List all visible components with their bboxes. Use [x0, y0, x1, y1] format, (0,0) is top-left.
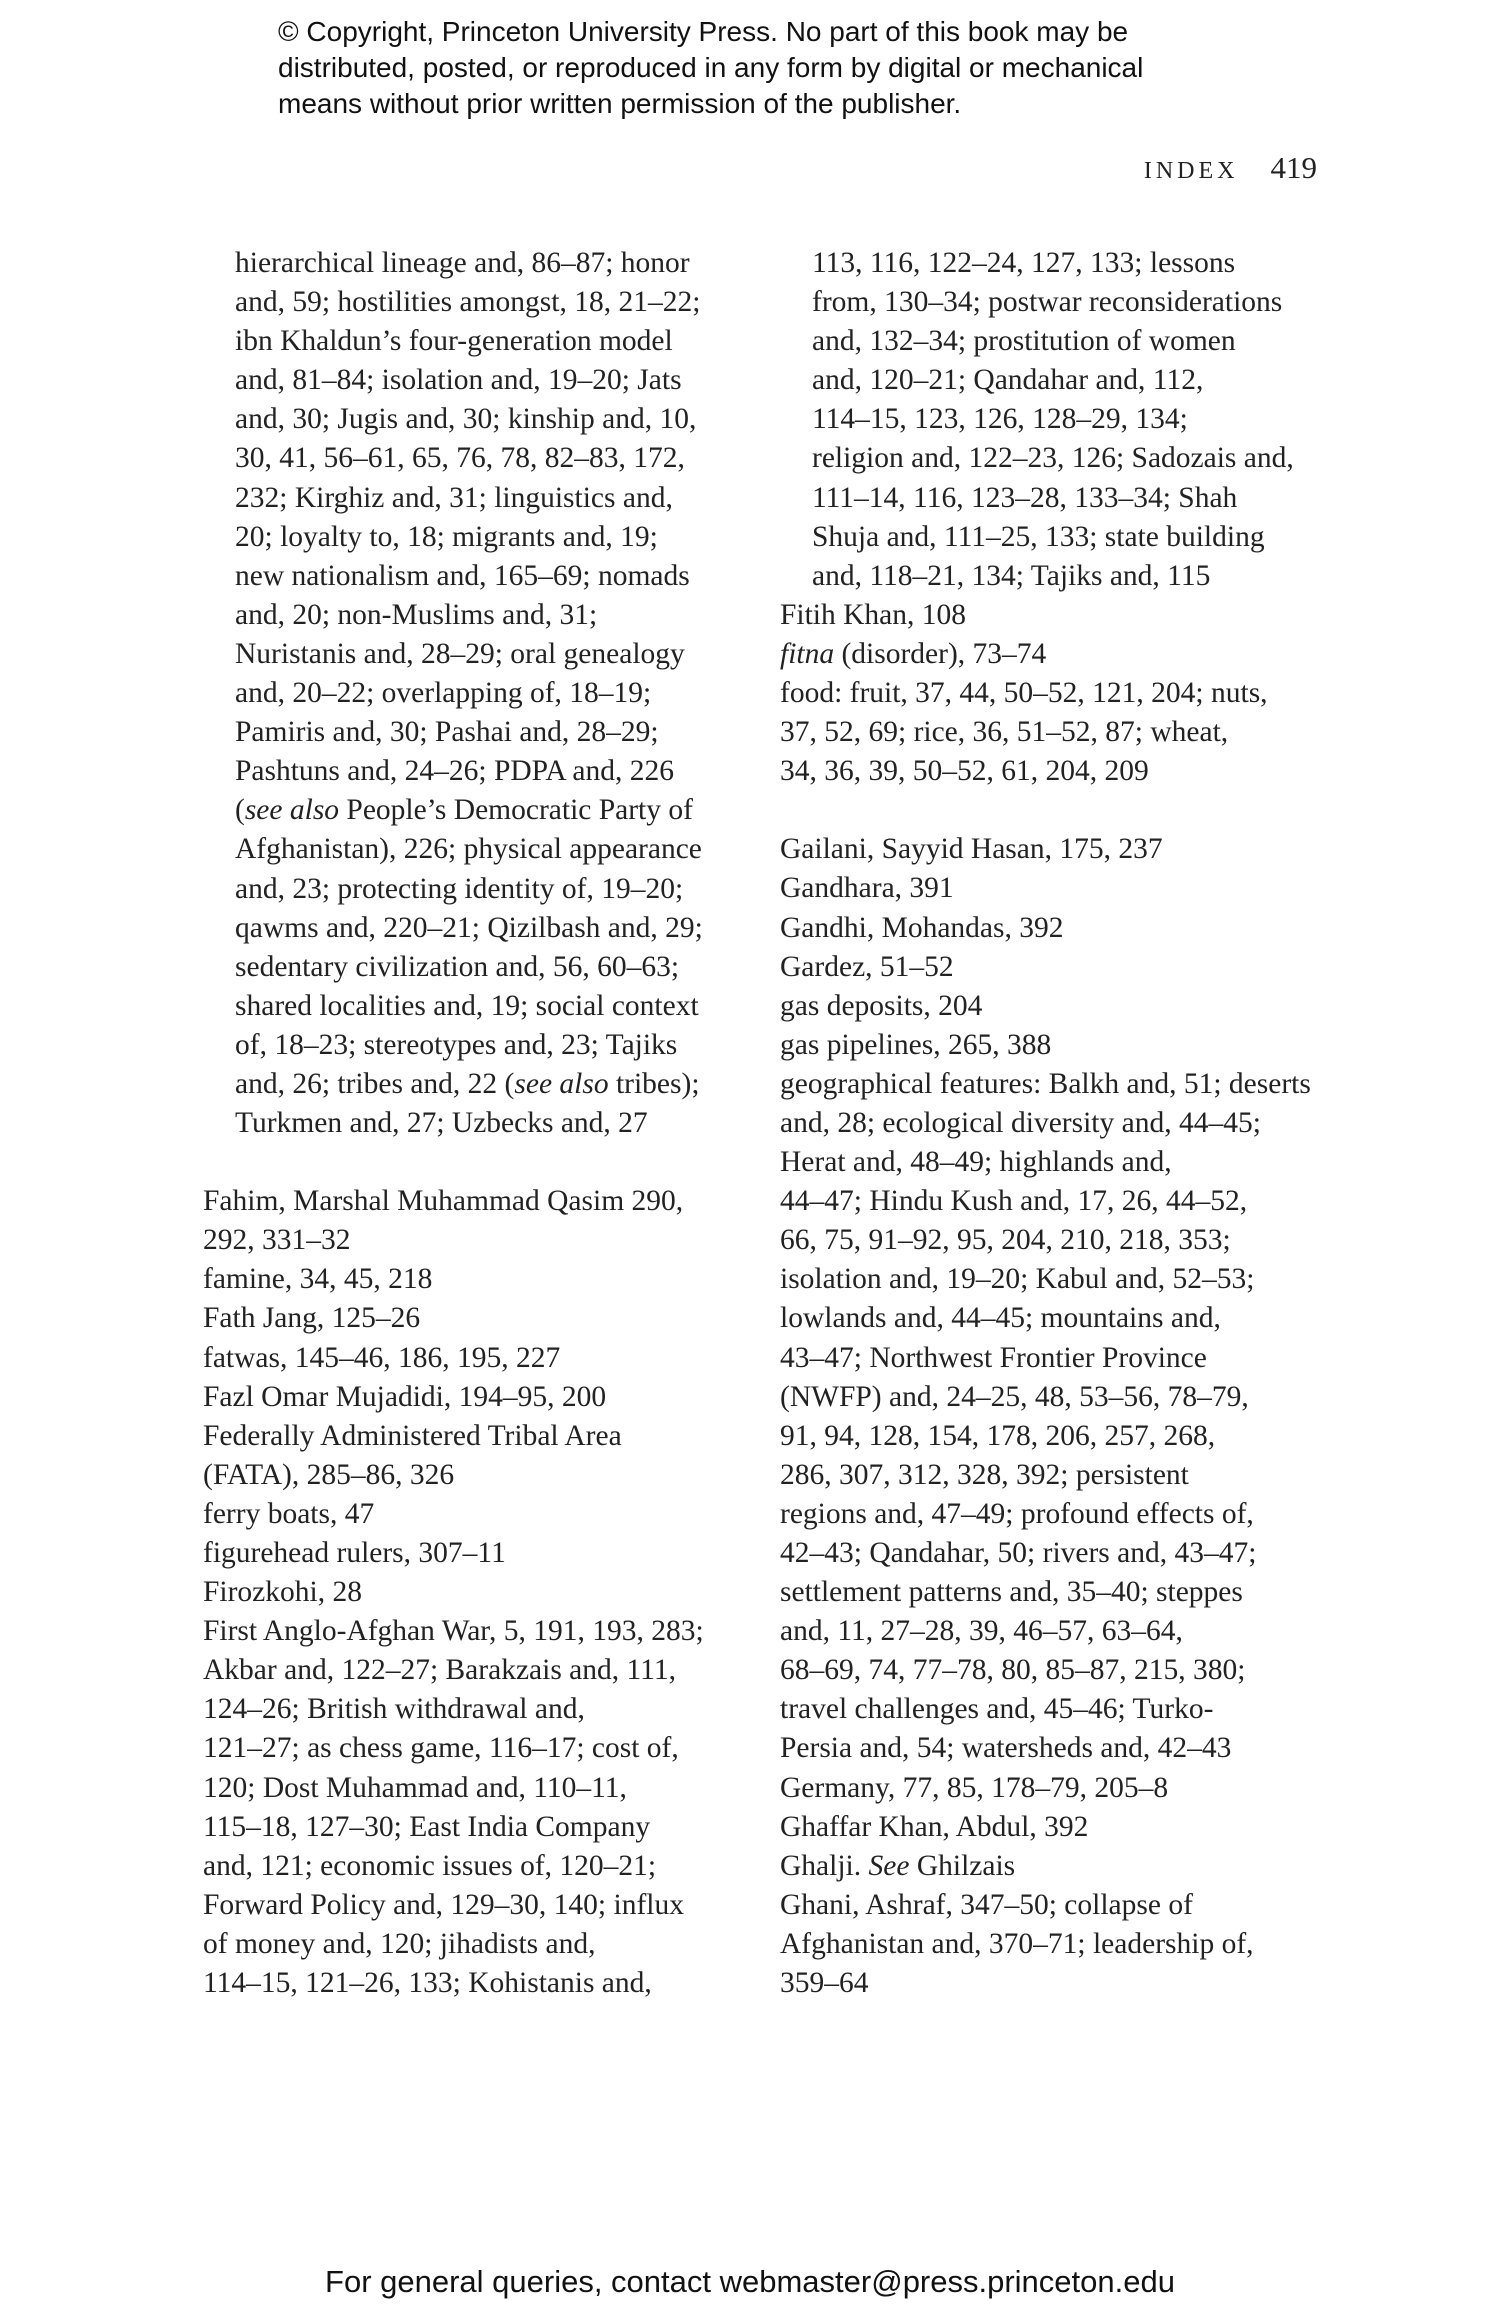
entry-list-f: [203, 1182, 763, 2003]
index-line: Nuristanis and, 28–29; oral genealogy: [235, 637, 685, 670]
index-line: shared localities and, 19; social context: [235, 989, 699, 1022]
index-line: and, 120–21; Qandahar and, 112,: [812, 364, 1204, 397]
index-line: Gandhara, 391: [780, 872, 954, 905]
index-line: Fazl Omar Mujadidi, 194–95, 200: [203, 1380, 607, 1413]
index-line: ibn Khaldun’s four-generation model: [235, 325, 673, 358]
index-line: and, 26; tribes and, 22 (see also tribes);: [235, 1067, 700, 1100]
index-line: 42–43; Qandahar, 50; rivers and, 43–47;: [780, 1537, 1257, 1569]
index-entry: [780, 869, 1340, 908]
index-line: food: fruit, 37, 44, 50–52, 121, 204; nuts,: [780, 677, 1268, 710]
index-line: 43–47; Northwest Frontier Province: [780, 1341, 1207, 1374]
index-entry: [203, 1573, 763, 1612]
index-line: 37, 52, 69; rice, 36, 51–52, 87; wheat,: [780, 716, 1229, 749]
page-number: 419: [1270, 150, 1317, 185]
index-line: 91, 94, 128, 154, 178, 206, 257, 268,: [780, 1419, 1216, 1452]
index-entry: [780, 674, 1340, 791]
index-line: 121–27; as chess game, 116–17; cost of,: [203, 1732, 679, 1765]
index-line: 111–14, 116, 123–28, 133–34; Shah: [812, 481, 1238, 514]
entry-list-g: [780, 830, 1340, 2003]
index-line: and, 59; hostilities amongst, 18, 21–22;: [235, 286, 701, 319]
index-entry: [780, 987, 1340, 1026]
index-line: 114–15, 123, 126, 128–29, 134;: [812, 403, 1188, 436]
index-line: Forward Policy and, 129–30, 140; influx: [203, 1888, 684, 1921]
index-entry: [780, 1808, 1340, 1847]
index-line: Ghani, Ashraf, 347–50; collapse of: [780, 1888, 1193, 1921]
index-line: and, 121; economic issues of, 120–21;: [203, 1849, 657, 1882]
index-line: ferry boats, 47: [203, 1497, 375, 1530]
index-line: of money and, 120; jihadists and,: [203, 1927, 596, 1960]
running-head-label: INDEX: [1143, 158, 1239, 184]
index-entry: [203, 1299, 763, 1338]
index-entry: [203, 1339, 763, 1378]
index-line: sedentary civilization and, 56, 60–63;: [235, 950, 680, 983]
index-line: 115–18, 127–30; East India Company: [203, 1810, 651, 1843]
index-entry: [780, 1769, 1340, 1808]
index-line: Herat and, 48–49; highlands and,: [780, 1146, 1172, 1179]
index-line: religion and, 122–23, 126; Sadozais and,: [812, 442, 1294, 475]
index-line: figurehead rulers, 307–11: [203, 1537, 506, 1569]
index-line: and, 11, 27–28, 39, 46–57, 63–64,: [780, 1615, 1183, 1648]
index-line: of, 18–23; stereotypes and, 23; Tajiks: [235, 1028, 678, 1061]
index-line: and, 30; Jugis and, 30; kinship and, 10,: [235, 403, 697, 436]
index-line: Gardez, 51–52: [780, 950, 954, 983]
index-line: (NWFP) and, 24–25, 48, 53–56, 78–79,: [780, 1380, 1249, 1413]
index-line: Fath Jang, 125–26: [203, 1302, 421, 1335]
index-line: 44–47; Hindu Kush and, 17, 26, 44–52,: [780, 1185, 1248, 1218]
index-entry: [203, 1260, 763, 1299]
index-line: 359–64: [780, 1967, 869, 2000]
footer-contact: For general queries, contact webmaster@press.princeton.edu: [325, 2264, 1175, 2299]
index-line: Ghaffar Khan, Abdul, 392: [780, 1810, 1089, 1843]
index-line: 20; loyalty to, 18; migrants and, 19;: [235, 520, 658, 553]
index-line: geographical features: Balkh and, 51; deserts: [780, 1067, 1311, 1100]
index-line: qawms and, 220–21; Qizilbash and, 29;: [235, 911, 703, 944]
index-line: (FATA), 285–86, 326: [203, 1458, 455, 1491]
index-line: travel challenges and, 45–46; Turko-: [780, 1693, 1214, 1726]
index-entry: [780, 948, 1340, 987]
index-line: Shuja and, 111–25, 133; state building: [812, 520, 1265, 553]
index-line: hierarchical lineage and, 86–87; honor: [235, 247, 690, 279]
continued-entry: [780, 244, 1340, 596]
index-line: Ghalji. See Ghilzais: [780, 1849, 1016, 1882]
index-line: Firozkohi, 28: [203, 1576, 362, 1609]
index-entry: [780, 1886, 1340, 2003]
index-line: famine, 34, 45, 218: [203, 1263, 433, 1296]
index-entry: [780, 1065, 1340, 1769]
index-column-left: [203, 244, 763, 2003]
index-entry: [780, 635, 1340, 674]
index-line: and, 23; protecting identity of, 19–20;: [235, 872, 684, 905]
index-line: fitna (disorder), 73–74: [780, 637, 1047, 670]
index-column-right: [780, 244, 1340, 2003]
index-line: 292, 331–32: [203, 1224, 351, 1257]
index-line: Fitih Khan, 108: [780, 598, 967, 631]
index-entry: [203, 1378, 763, 1417]
index-line: and, 118–21, 134; Tajiks and, 115: [812, 559, 1211, 592]
index-line: and, 20; non-Muslims and, 31;: [235, 598, 598, 631]
index-entry: [780, 596, 1340, 635]
index-line: gas deposits, 204: [780, 989, 983, 1022]
index-entry: [203, 1417, 763, 1495]
index-entry: [203, 1495, 763, 1534]
index-line: Gailani, Sayyid Hasan, 175, 237: [780, 833, 1163, 866]
index-line: Pashtuns and, 24–26; PDPA and, 226: [235, 755, 674, 788]
copyright-line: distributed, posted, or reproduced in any form by digital or mechanical: [278, 52, 1144, 83]
index-entry: [203, 1534, 763, 1573]
index-line: new nationalism and, 165–69; nomads: [235, 559, 690, 592]
index-line: Afghanistan), 226; physical appearance: [235, 833, 702, 866]
index-line: Pamiris and, 30; Pashai and, 28–29;: [235, 716, 659, 749]
running-head: [1144, 150, 1317, 186]
index-line: 66, 75, 91–92, 95, 204, 210, 218, 353;: [780, 1224, 1231, 1257]
index-line: Turkmen and, 27; Uzbecks and, 27: [235, 1107, 648, 1140]
index-line: and, 132–34; prostitution of women: [812, 325, 1236, 358]
section-gap: [780, 791, 1340, 830]
index-entry: [780, 1847, 1340, 1886]
index-line: and, 20–22; overlapping of, 18–19;: [235, 677, 652, 710]
index-line: Germany, 77, 85, 178–79, 205–8: [780, 1771, 1169, 1804]
index-line: settlement patterns and, 35–40; steppes: [780, 1576, 1243, 1609]
index-line: from, 130–34; postwar reconsiderations: [812, 286, 1283, 319]
copyright-line: © Copyright, Princeton University Press. No part of this book may be: [278, 16, 1129, 47]
index-line: 113, 116, 122–24, 127, 133; lessons: [812, 247, 1236, 279]
index-line: First Anglo-Afghan War, 5, 191, 193, 283;: [203, 1615, 704, 1648]
continued-entry: [203, 244, 763, 1143]
index-entry: [780, 830, 1340, 869]
index-line: 34, 36, 39, 50–52, 61, 204, 209: [780, 755, 1149, 788]
index-line: 286, 307, 312, 328, 392; persistent: [780, 1458, 1189, 1491]
entry-list-f: [780, 596, 1340, 791]
index-line: lowlands and, 44–45; mountains and,: [780, 1302, 1221, 1335]
section-gap: [203, 1143, 763, 1182]
index-line: regions and, 47–49; profound effects of,: [780, 1497, 1254, 1530]
index-entry: [203, 1612, 763, 2003]
index-line: 30, 41, 56–61, 65, 76, 78, 82–83, 172,: [235, 442, 685, 475]
copyright-line: means without prior written permission of the publisher.: [278, 88, 962, 119]
index-line: Gandhi, Mohandas, 392: [780, 911, 1064, 944]
index-line: fatwas, 145–46, 186, 195, 227: [203, 1341, 561, 1374]
index-line: Persia and, 54; watersheds and, 42–43: [780, 1732, 1232, 1765]
index-entry: [203, 1182, 763, 1260]
index-line: 124–26; British withdrawal and,: [203, 1693, 585, 1726]
index-line: isolation and, 19–20; Kabul and, 52–53;: [780, 1263, 1255, 1296]
copyright-notice: [278, 14, 1278, 122]
index-line: 120; Dost Muhammad and, 110–11,: [203, 1771, 627, 1804]
index-line: and, 81–84; isolation and, 19–20; Jats: [235, 364, 682, 397]
index-line: and, 28; ecological diversity and, 44–45;: [780, 1106, 1261, 1139]
index-line: Afghanistan and, 370–71; leadership of,: [780, 1927, 1254, 1960]
index-entry: [780, 909, 1340, 948]
index-line: 232; Kirghiz and, 31; linguistics and,: [235, 481, 673, 514]
index-line: Federally Administered Tribal Area: [203, 1419, 622, 1452]
index-line: 114–15, 121–26, 133; Kohistanis and,: [203, 1967, 652, 2000]
index-line: 68–69, 74, 77–78, 80, 85–87, 215, 380;: [780, 1654, 1246, 1687]
index-line: gas pipelines, 265, 388: [780, 1028, 1052, 1061]
index-line: Fahim, Marshal Muhammad Qasim 290,: [203, 1185, 684, 1218]
index-line: (see also People’s Democratic Party of: [235, 794, 693, 827]
index-line: Akbar and, 122–27; Barakzais and, 111,: [203, 1654, 676, 1687]
index-entry: [780, 1026, 1340, 1065]
